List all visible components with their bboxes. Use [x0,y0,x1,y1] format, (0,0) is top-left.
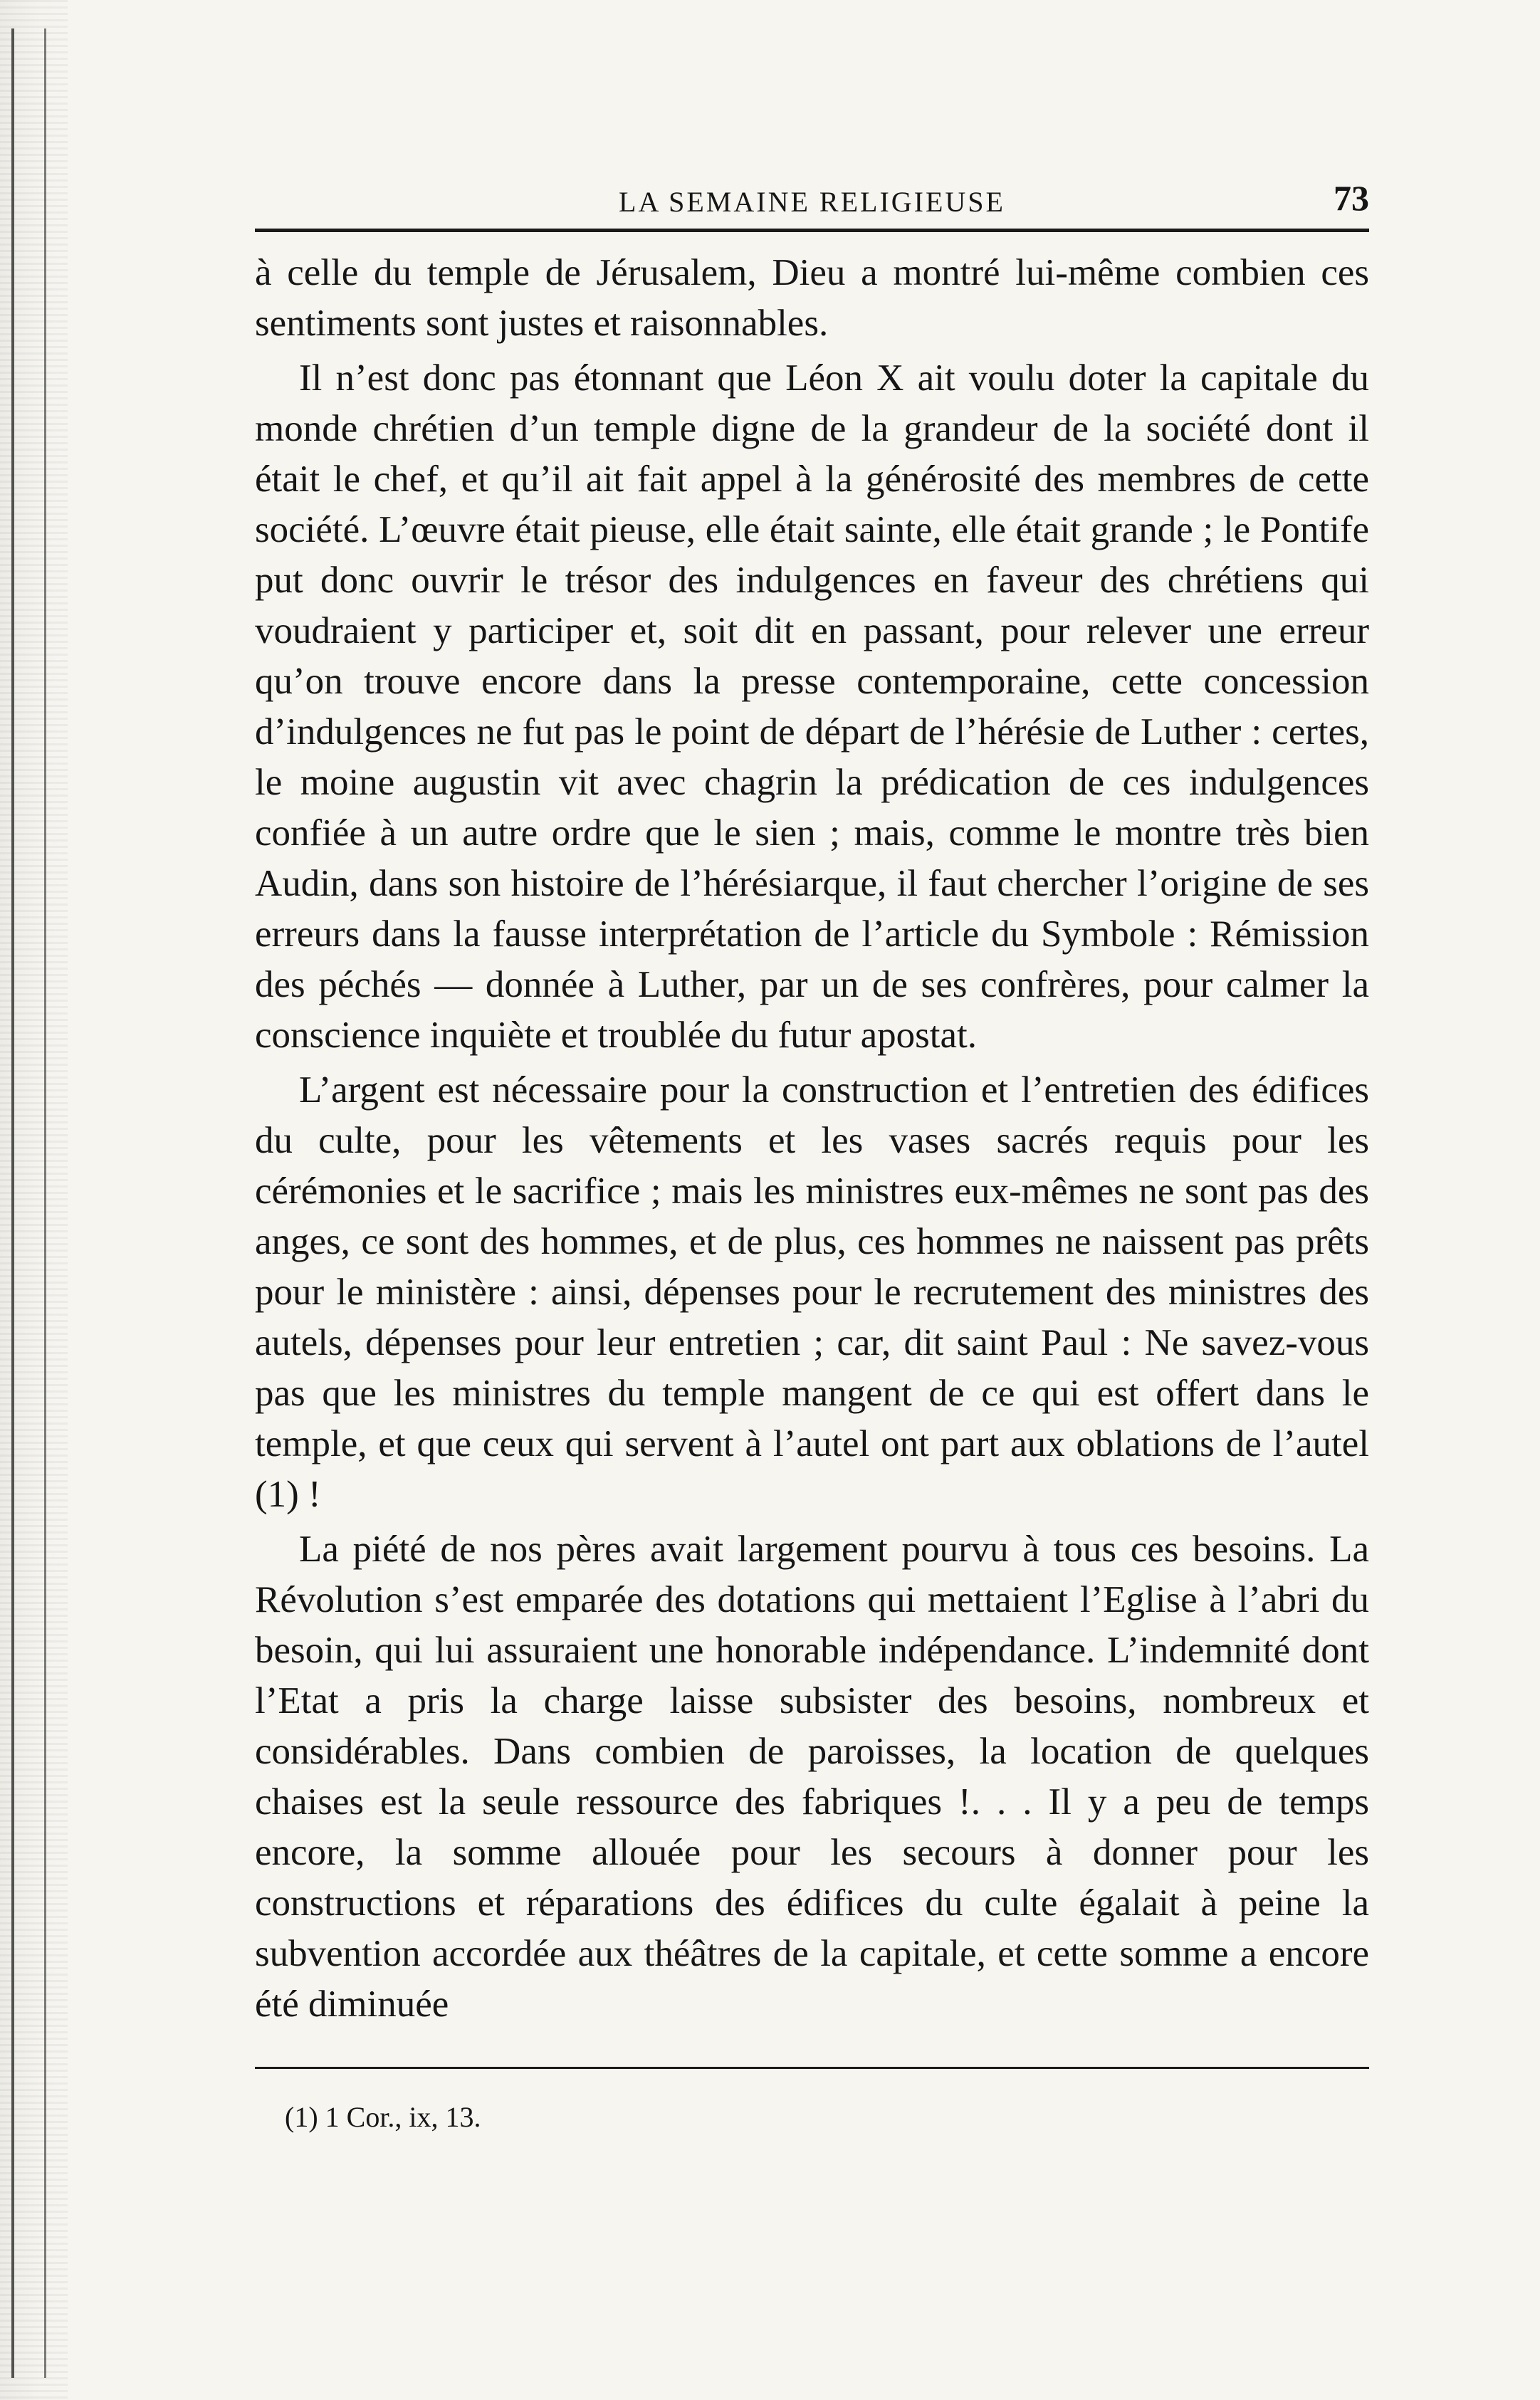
binding-rule [11,28,14,2378]
book-page [255,174,1369,2134]
paragraph: à celle du temple de Jérusalem, Dieu a montré lui-même combien ces sentiments sont justes et raisonnables. [255,252,1369,344]
paragraph: La piété de nos pères avait largement pourvu à tous ces besoins. La Révolution s’est emparée des dotations qui mettaient l’Eglise à l’abri du besoin, qui lui assuraient une honorable indépendance. L’indemnité dont l’Etat a pris la charge laisse subsister des besoins, nombreux et considérables. Dans combien de paroisses, la location de quelques chaises est la seule ressource des fabriques !. . . Il y a peu de temps encore, la somme allouée pour les secours à donner pour les constructions et réparations des édifices du culte égalait à peine la subvention accordée aux théâtres de la capitale, et cette somme a encore été diminuée [255,1529,1369,2025]
footnote: (1) 1 Cor., ix, 13. [285,2101,481,2133]
running-header [255,174,1369,219]
running-title: LA SEMAINE RELIGIEUSE [619,186,1005,218]
body-text [255,248,1369,2030]
footnote-rule [255,2067,1369,2069]
paragraph: L’argent est nécessaire pour la construction et l’entretien des édifices du culte, pour les vêtements et les vases sacrés requis pour les cérémonies et le sacrifice ; mais les ministres eux-mêmes ne sont pas des anges, ce sont des hommes, et de plus, ces hommes ne naissent pas prêts pour le ministère : ainsi, dépenses pour le recrutement des ministres des autels, dépenses pour leur entretien ; car, dit saint Paul : Ne savez-vous pas que les ministres du temple mangent de ce qui est offert dans le temple, et que ceux qui servent à l’autel ont part aux oblations de l’autel (1) ! [255,1069,1369,1515]
page-binding-edge [0,0,68,2400]
paragraph: Il n’est donc pas étonnant que Léon X ait voulu doter la capitale du monde chrétien d’un temple digne de la grandeur de la société dont il était le chef, et qu’il ait fait appel à la générosité des membres de cette société. L’œuvre était pieuse, elle était sainte, elle était grande ; le Pontife put donc ouvrir le trésor des indulgences en faveur des chrétiens qui voudraient y participer et, soit dit en passant, pour relever une erreur qu’on trouve encore dans la presse contemporaine, cette concession d’indulgences ne fut pas le point de départ de l’hérésie de Luther : certes, le moine augustin vit avec chagrin la prédication de ces indulgences confiée à un autre ordre que le sien ; mais, comme le montre très bien Audin, dans son histoire de l’hérésiarque, il faut chercher l’origine de ses erreurs dans la fausse interprétation de l’article du Symbole : Rémission des péchés — donnée à Luther, par un de ses confrères, pour calmer la conscience inquiète et troublée du futur apostat. [255,357,1369,1056]
page-number: 73 [1334,178,1369,218]
binding-rule [44,28,46,2378]
header-rule [255,229,1369,232]
